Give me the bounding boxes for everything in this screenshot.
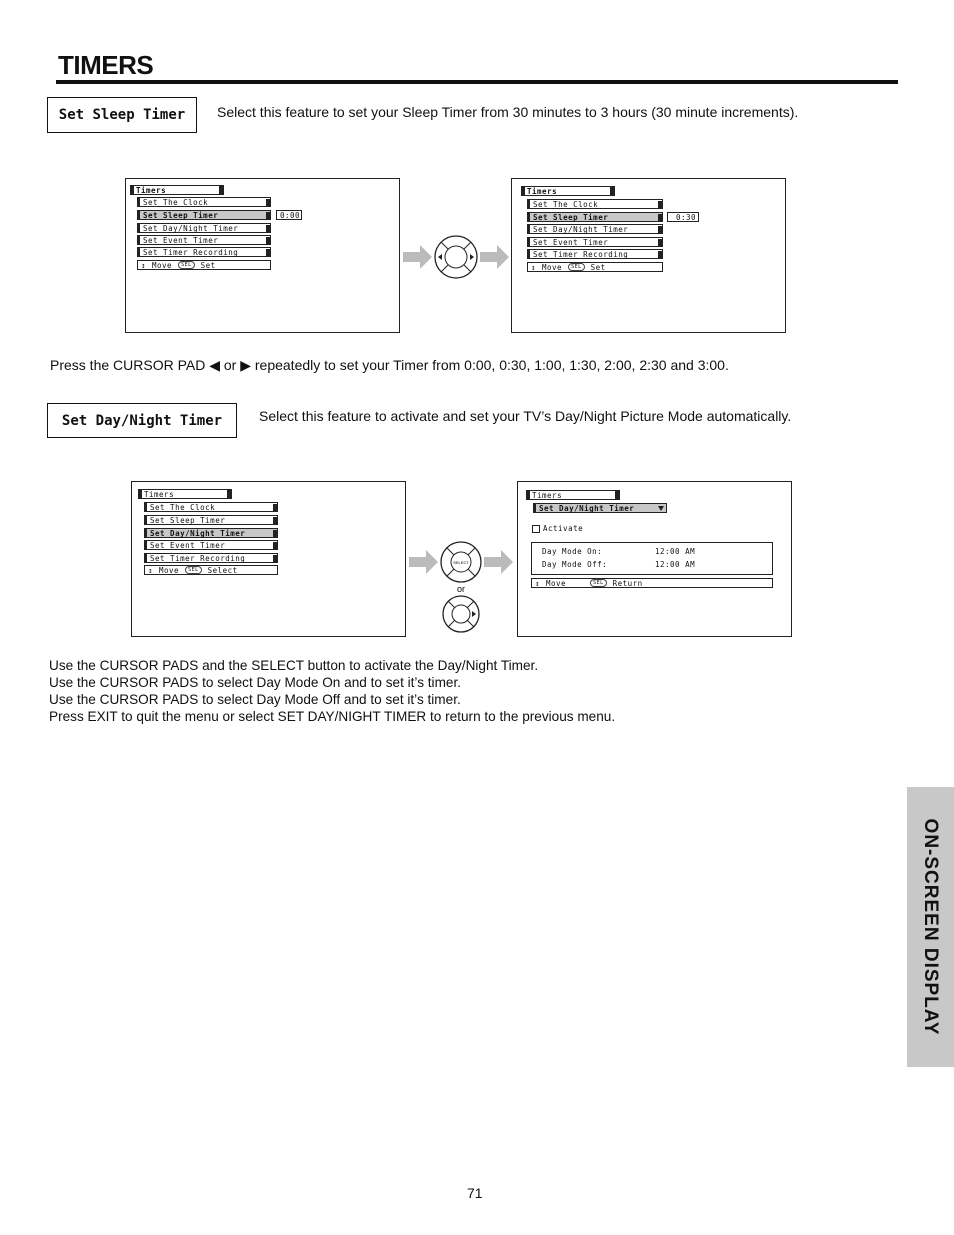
sleep-timer-label: Set Sleep Timer (47, 97, 197, 133)
instruction-line: Press EXIT to quit the menu or select SET DAY/NIGHT TIMER to return to the previous menu. (49, 709, 616, 724)
arrow-right-icon (484, 550, 513, 574)
menu-item-daynight: Set Day/Night Timer (144, 528, 278, 538)
menu-header: Timers (526, 490, 616, 500)
sleep-value: 0:30 (667, 212, 699, 222)
sel-icon: SEL (178, 261, 195, 269)
sleep-timer-instruction: Press the CURSOR PAD ◀ or ▶ repeatedly to set your Timer from 0:00, 0:30, 1:00, 1:30, 2:00, 2:30 and 3:00. (50, 357, 729, 373)
menu-item-recording: Set Timer Recording (144, 553, 278, 563)
daynight-screen-menu (131, 481, 406, 637)
daynight-timer-description: Select this feature to activate and set your TV’s Day/Night Picture Mode automatically. (259, 408, 792, 424)
menu-item-event: Set Event Timer (527, 237, 663, 247)
instruction-line: Use the CURSOR PADS and the SELECT button to activate the Day/Night Timer. (49, 658, 539, 673)
page-title: TIMERS (58, 50, 154, 80)
menu-item-clock: Set The Clock (144, 502, 278, 512)
menu-item-clock: Set The Clock (527, 199, 663, 209)
menu-item-sleep: Set Sleep Timer (137, 210, 271, 220)
sleep-timer-description: Select this feature to set your Sleep Timer from 30 minutes to 3 hours (30 minute increments). (217, 104, 799, 120)
menu-footer: ↕ Move SEL Set (137, 260, 271, 270)
menu-footer: ↕ Move SEL Return (531, 578, 773, 588)
up-down-icon: ↕ (141, 260, 147, 270)
instruction-line: Use the CURSOR PADS to select Day Mode Off and to set it’s timer. (49, 692, 461, 707)
activate-checkbox-row: Activate (532, 524, 583, 533)
menu-item-event: Set Event Timer (137, 235, 271, 245)
menu-item-clock: Set The Clock (137, 197, 271, 207)
day-mode-off-label: Day Mode Off: (542, 560, 608, 569)
menu-item-sleep: Set Sleep Timer (144, 515, 278, 525)
sleep-value: 0:00 (276, 210, 302, 220)
day-mode-on-value: 12:00 AM (655, 547, 696, 556)
menu-footer: ↕ Move SEL Set (527, 262, 663, 272)
daynight-screen-submenu (517, 481, 792, 637)
section-side-tab-label: ON-SCREEN DISPLAY (920, 818, 941, 1036)
sel-icon: SEL (590, 579, 607, 587)
menu-header: Timers (521, 186, 611, 196)
daynight-timer-label: Set Day/Night Timer (47, 403, 237, 438)
day-mode-on-label: Day Mode On: (542, 547, 603, 556)
sel-icon: SEL (568, 263, 585, 271)
activate-checkbox (532, 525, 540, 533)
up-down-icon: ↕ (531, 262, 537, 272)
arrow-right-icon (403, 245, 432, 269)
up-down-icon: ↕ (148, 565, 154, 575)
page-number: 71 (467, 1185, 483, 1201)
menu-footer: ↕ Move SEL Select (144, 565, 278, 575)
menu-header: Timers (130, 185, 220, 195)
select-pad-diagram (406, 538, 518, 634)
menu-header: Timers (138, 489, 228, 499)
menu-item-event: Set Event Timer (144, 540, 278, 550)
sel-icon: SEL (185, 566, 202, 574)
menu-item-recording: Set Timer Recording (137, 247, 271, 257)
menu-item-sleep: Set Sleep Timer (527, 212, 663, 222)
daynight-instructions (49, 657, 615, 725)
or-label: or (456, 584, 466, 594)
menu-item-recording: Set Timer Recording (527, 249, 663, 259)
sleep-screen-before (125, 178, 400, 333)
select-button-label: SELECT (453, 560, 469, 565)
sleep-screen-after (511, 178, 786, 333)
menu-item-daynight: Set Day/Night Timer (137, 223, 271, 233)
title-rule (56, 80, 898, 84)
menu-item-daynight: Set Day/Night Timer (527, 224, 663, 234)
instruction-line: Use the CURSOR PADS to select Day Mode On and to set it’s timer. (49, 675, 461, 690)
day-mode-panel (531, 542, 773, 575)
submenu-title: Set Day/Night Timer (533, 503, 667, 513)
day-mode-off-value: 12:00 AM (655, 560, 696, 569)
cursor-pad-left-right-diagram (400, 230, 512, 286)
up-down-icon: ↕ (535, 578, 541, 588)
arrow-right-icon (480, 245, 509, 269)
arrow-right-icon (409, 550, 438, 574)
